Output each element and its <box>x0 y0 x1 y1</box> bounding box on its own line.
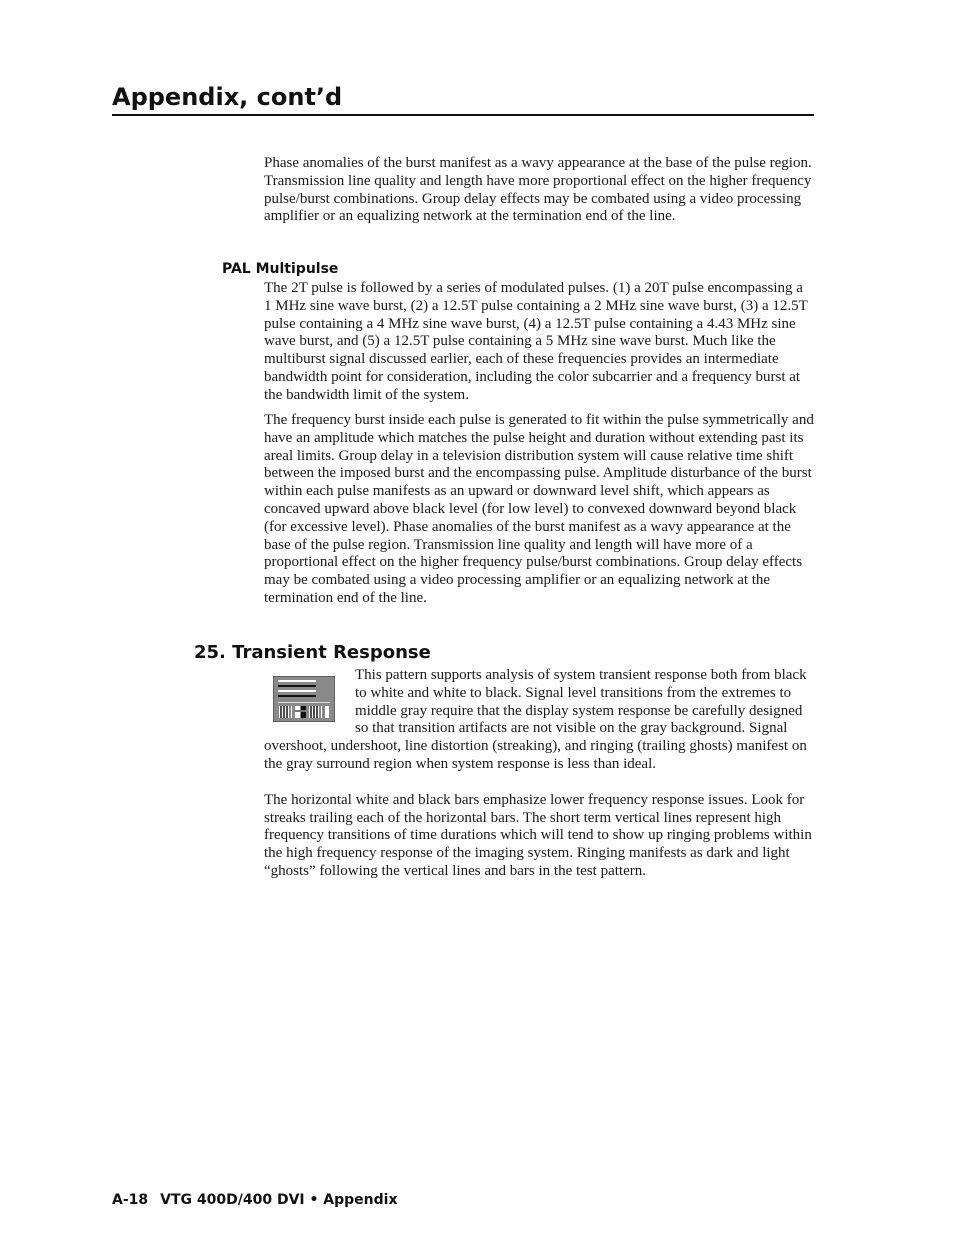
pal-multipulse-heading: PAL Multipulse <box>222 261 339 277</box>
footer-text: VTG 400D/400 DVI • Appendix <box>160 1192 398 1208</box>
page-title: Appendix, cont’d <box>112 83 343 111</box>
transient-response-text <box>264 667 814 881</box>
transient-response-paragraph-1: This pattern supports analysis of system transient response both from black to white and white to black. Signal level transitions from the extremes to middle gray require that the display system response be carefully designed so that transition artifacts are not visible on the gray background. Signal overshoot, undershoot, line distortion (streaking), and ringing (trailing ghosts) manifest on the gray surround region when system response is less than ideal. <box>264 667 807 772</box>
intro-paragraph: Phase anomalies of the burst manifest as a wavy appearance at the base of the pulse region. Transmission line quality and length have more proportional effect on the higher frequency pulse/burst combinations. Group delay effects may be combated using a video processing amplifier or an equalizing network at the termination end of the line. <box>264 155 812 225</box>
transient-response-paragraph-2: The horizontal white and black bars emphasize lower frequency response issues. Look for streaks trailing each of the horizontal bars. The short term vertical lines represent high frequency transitions of time durations which will tend to show up ringing problems within the high frequency response of the imaging system. Ringing manifests as dark and light “ghosts” following the vertical lines and bars in the test pattern. <box>264 791 812 879</box>
pal-multipulse-paragraph-2: The frequency burst inside each pulse is generated to fit within the pulse symmetrically and have an amplitude which matches the pulse height and duration without extending past its areal limits. Group delay in a television distribution system will cause relative time shift between the imposed burst and the encompassing pulse. Amplitude disturbance of the burst within each pulse manifests as an upward or downward level shift, which appears as concaved upward above black level (for low level) to convexed downward beyond black (for excessive level). Phase anomalies of the burst manifest as a wavy appearance at the base of the pulse region. Transmission line quality and length will have more of a proportional effect on the higher frequency pulse/burst combinations. Group delay effects may be combated using a video processing amplifier or an equalizing network at the termination end of the line. <box>264 412 814 606</box>
page-number: A-18 <box>112 1192 149 1208</box>
thumbnail-spacer <box>264 667 355 738</box>
pal-multipulse-paragraph-1: The 2T pulse is followed by a series of modulated pulses. (1) a 20T pulse encompassing a 1 MHz sine wave burst, (2) a 12.5T pulse containing a 2 MHz sine wave burst, (3) a 12.5T pulse containing a 4 MHz sine wave burst, (4) a 12.5T pulse containing a 4.43 MHz sine wave burst, and (5) a 12.5T pulse containing a 5 MHz sine wave burst. Much like the multiburst signal discussed earlier, each of these frequencies provides an intermediate bandwidth point for consideration, including the color subcarrier and a frequency burst at the bandwidth limit of the system. <box>264 280 808 403</box>
transient-response-heading: 25. Transient Response <box>194 642 431 663</box>
header-rule <box>112 114 814 116</box>
page-footer <box>112 1190 398 1210</box>
